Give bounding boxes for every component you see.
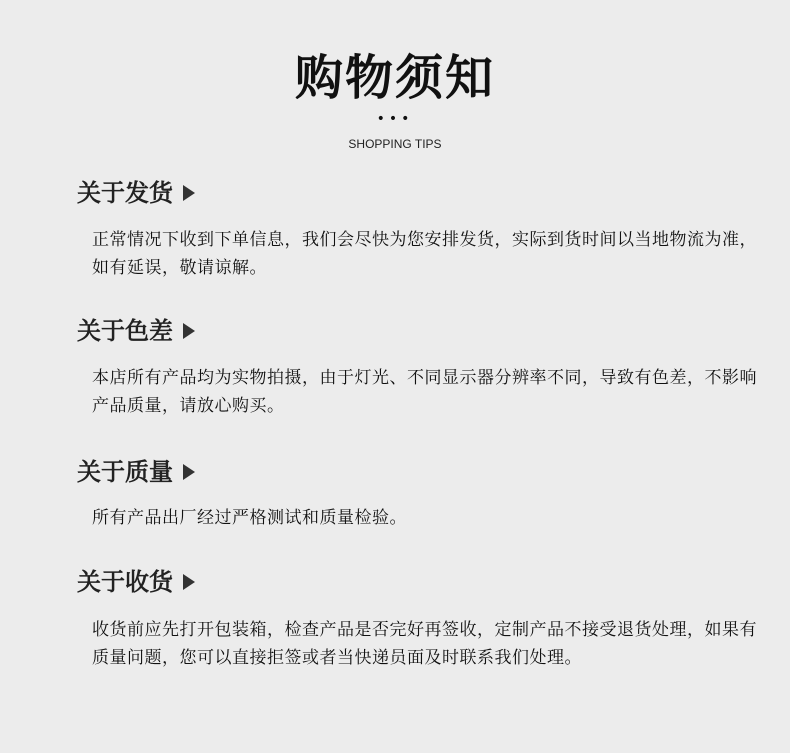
section-heading xyxy=(77,176,195,210)
page-subtitle: SHOPPING TIPS xyxy=(348,137,442,151)
page-title: 购物须知 xyxy=(294,50,495,106)
section-body: 所有产品出厂经过严格测试和质量检验。 xyxy=(92,508,407,528)
section-title: 关于色差 xyxy=(77,316,173,345)
section-title: 关于质量 xyxy=(77,457,173,486)
arrow-right-icon xyxy=(183,464,195,480)
title-dots: ••• xyxy=(376,111,414,127)
section-heading xyxy=(77,455,195,489)
section-title: 关于发货 xyxy=(77,178,173,207)
section-title: 关于收货 xyxy=(77,567,173,596)
section-body: 本店所有产品均为实物拍摄，由于灯光、不同显示器分辨率不同，导致有色差，不影响产品质量，请放心购买。 xyxy=(92,368,757,416)
arrow-right-icon xyxy=(183,185,195,201)
section-heading xyxy=(77,314,195,348)
page-header xyxy=(0,0,790,160)
section-heading xyxy=(77,565,195,599)
arrow-right-icon xyxy=(183,574,195,590)
section-body: 收货前应先打开包装箱，检查产品是否完好再签收，定制产品不接受退货处理，如果有质量问题，您可以直接拒签或者当快递员面及时联系我们处理。 xyxy=(92,620,757,668)
section-body: 正常情况下收到下单信息，我们会尽快为您安排发货，实际到货时间以当地物流为准，如有延误，敬请谅解。 xyxy=(92,230,757,278)
arrow-right-icon xyxy=(183,323,195,339)
